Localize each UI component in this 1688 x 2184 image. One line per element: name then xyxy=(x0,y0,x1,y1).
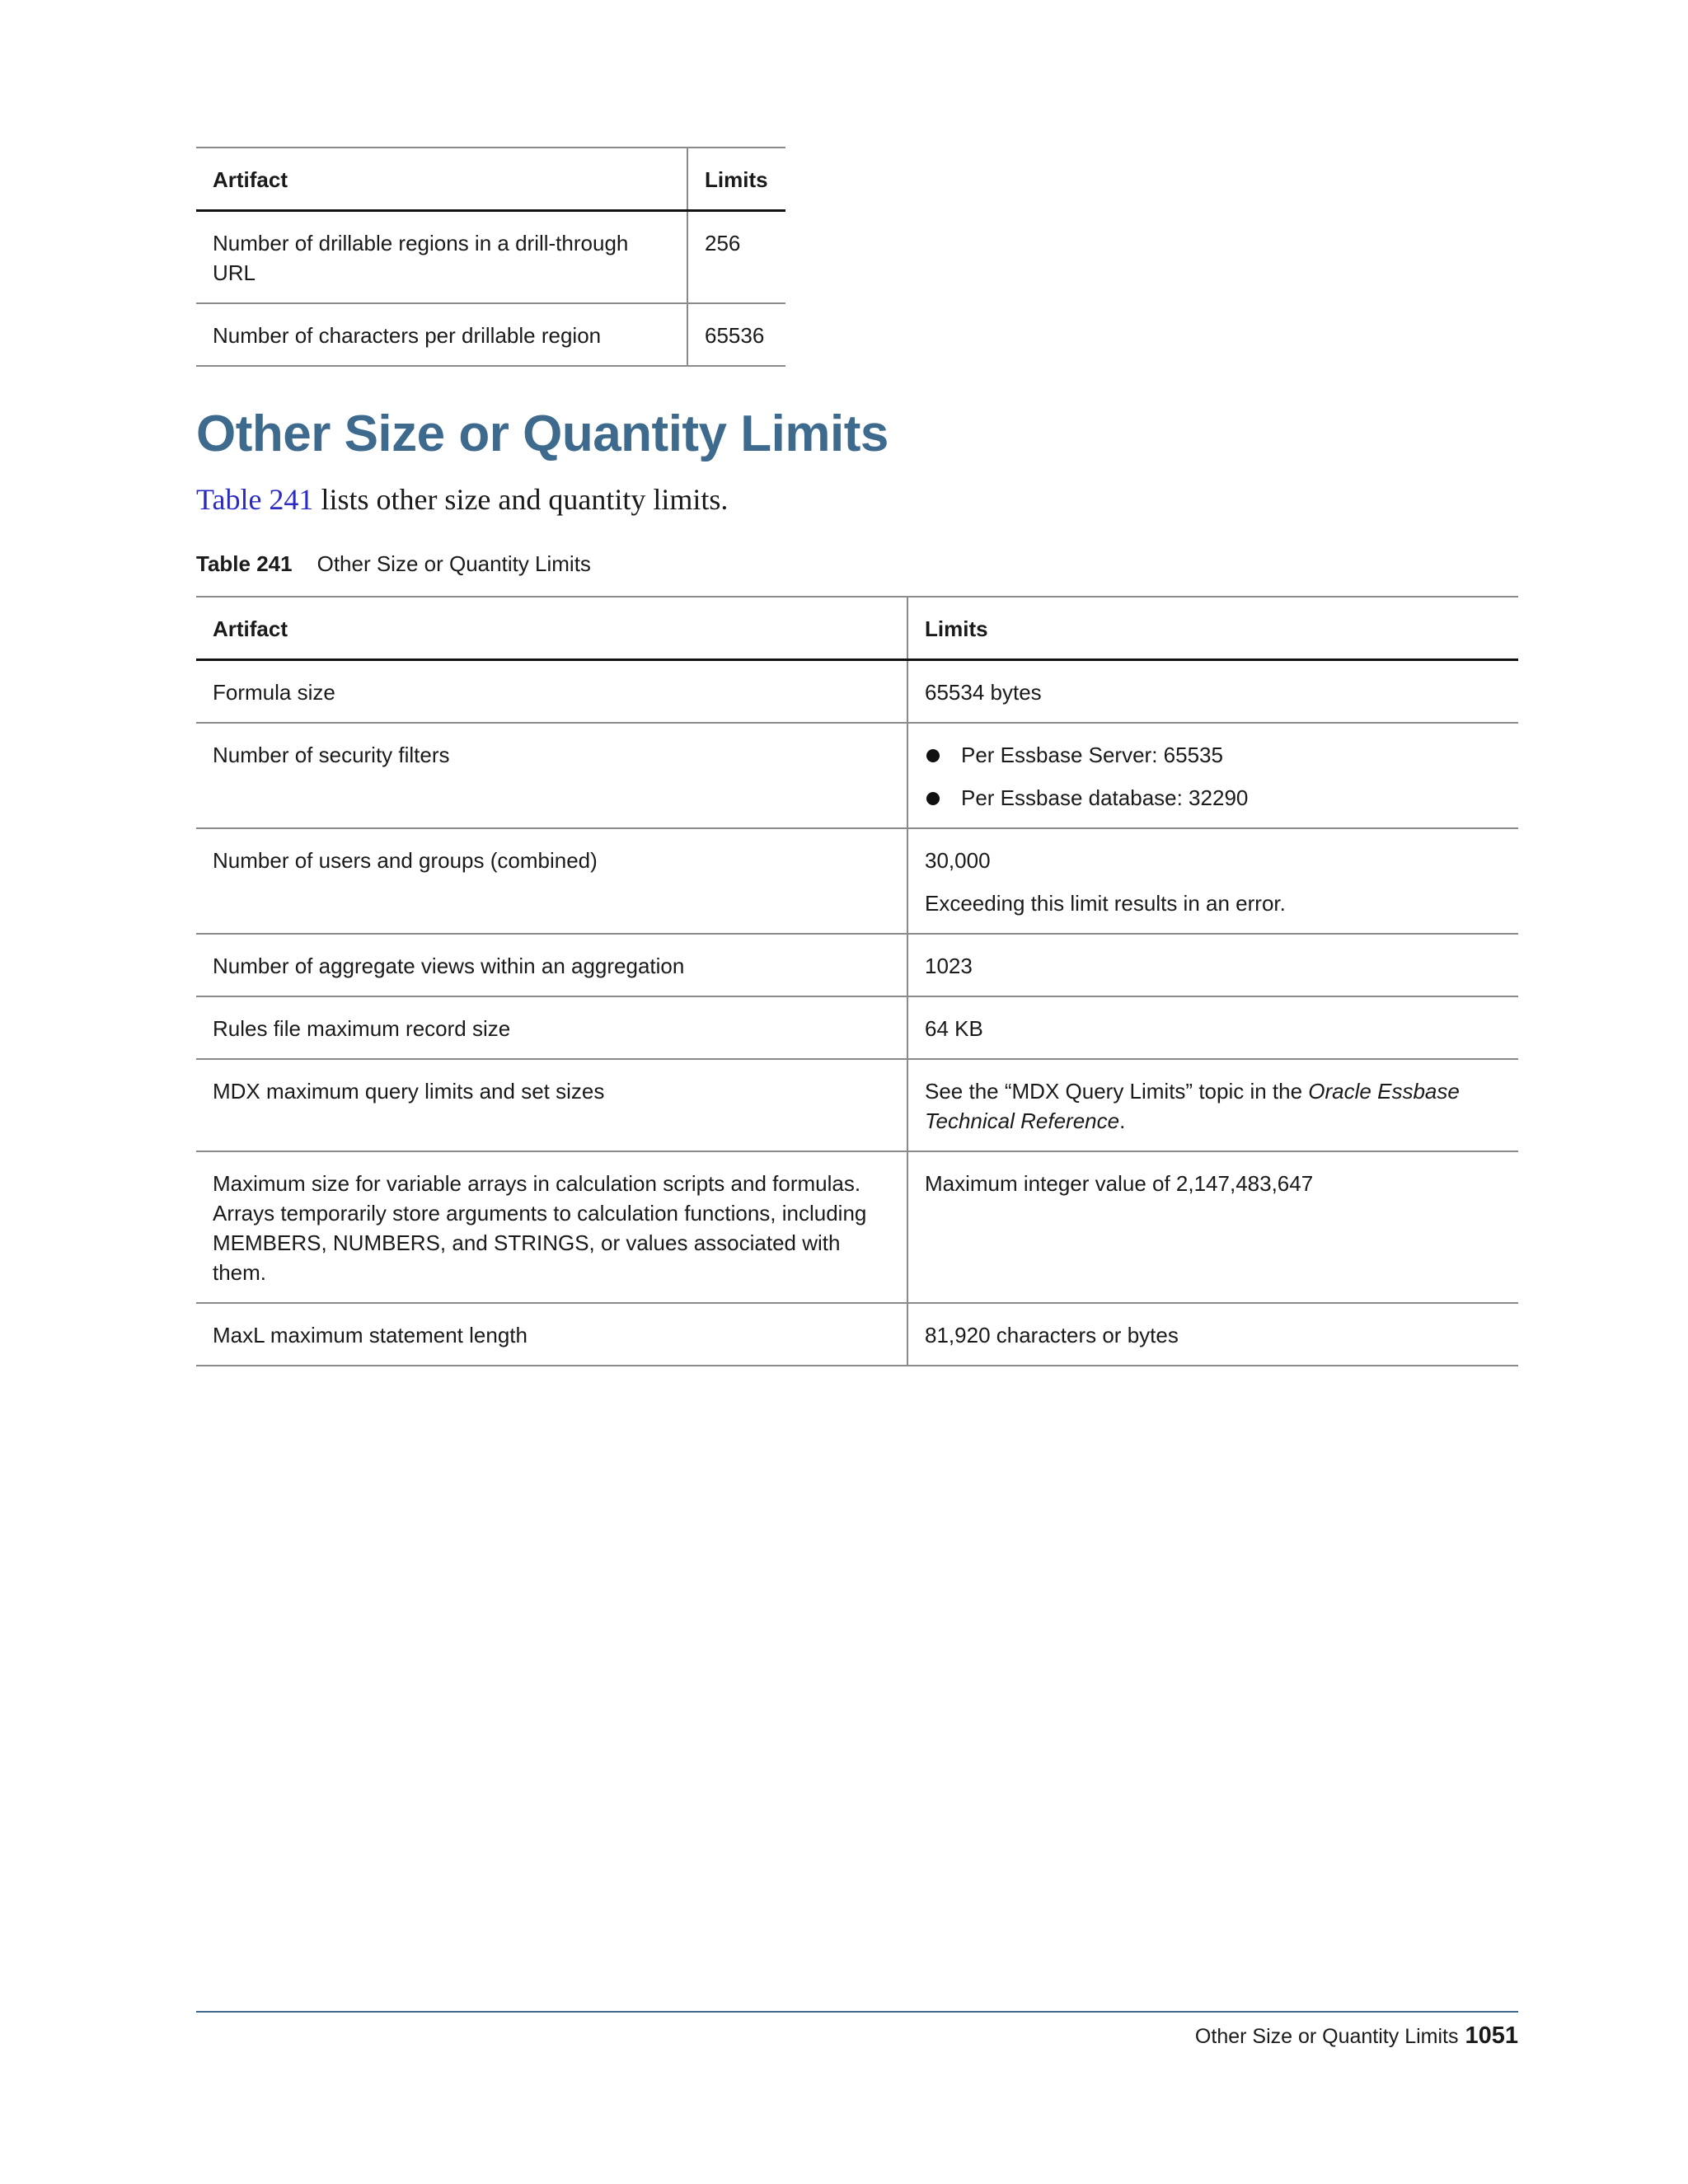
limit-cell: 256 xyxy=(687,211,785,304)
table-caption xyxy=(196,547,591,580)
bullet-text: Per Essbase Server: 65535 xyxy=(961,743,1223,767)
limit-cell: 81,920 characters or bytes xyxy=(907,1303,1518,1366)
footer-rule xyxy=(196,2011,1518,2013)
artifact-cell: Number of drillable regions in a drill-through URL xyxy=(213,231,629,285)
artifact-cell: Rules file maximum record size xyxy=(213,1016,511,1041)
table-241-link[interactable]: Table 241 xyxy=(196,483,314,516)
artifact-line: MEMBERS, NUMBERS, and STRINGS, or values associated with them. xyxy=(213,1230,841,1285)
intro-text: lists other size and quantity limits. xyxy=(313,483,729,516)
artifact-cell: Number of aggregate views within an aggregation xyxy=(213,954,685,978)
limit-cell: 65534 bytes xyxy=(907,660,1518,724)
limit-prefix: See the “MDX Query Limits” topic in the xyxy=(925,1079,1309,1104)
table-row xyxy=(196,1151,1518,1303)
limit-cell xyxy=(907,1059,1518,1151)
column-header-artifact: Artifact xyxy=(196,148,687,211)
table-header-row xyxy=(196,597,1518,660)
table-caption-number: Table 241 xyxy=(196,551,293,576)
table-row xyxy=(196,303,785,366)
table-row xyxy=(196,660,1518,724)
artifact-line: Arrays temporarily store arguments to calculation functions, including xyxy=(213,1201,867,1226)
drill-through-limits-table xyxy=(196,147,785,367)
artifact-cell: Number of characters per drillable region xyxy=(213,323,602,348)
artifact-cell: Formula size xyxy=(213,680,335,705)
limit-value: 30,000 xyxy=(925,848,991,873)
book-title: Oracle Essbase Technical Reference xyxy=(925,1079,1460,1133)
limit-cell: 64 KB xyxy=(907,996,1518,1059)
other-limits-table xyxy=(196,596,1518,1366)
column-header-limits: Limits xyxy=(687,148,785,211)
bullet-list xyxy=(925,740,1502,813)
table-row xyxy=(196,211,785,304)
bullet-item xyxy=(925,740,1502,770)
artifact-cell: MaxL maximum statement length xyxy=(213,1323,528,1347)
table-row xyxy=(196,1303,1518,1366)
limit-cell xyxy=(907,828,1518,934)
limit-cell xyxy=(907,723,1518,828)
table-row xyxy=(196,996,1518,1059)
bullet-icon xyxy=(926,792,940,805)
page-footer xyxy=(1195,2019,1518,2053)
artifact-cell: Number of security filters xyxy=(213,743,450,767)
limit-note: Exceeding this limit results in an error. xyxy=(925,891,1286,916)
limit-cell: 1023 xyxy=(907,934,1518,996)
table-row xyxy=(196,1059,1518,1151)
artifact-cell: MDX maximum query limits and set sizes xyxy=(213,1079,605,1104)
limit-cell: Maximum integer value of 2,147,483,647 xyxy=(907,1151,1518,1303)
limit-suffix: . xyxy=(1119,1108,1126,1133)
table-header-row xyxy=(196,148,785,211)
artifact-line: Maximum size for variable arrays in calculation scripts and formulas. xyxy=(213,1171,861,1196)
table-caption-title: Other Size or Quantity Limits xyxy=(316,551,591,576)
bullet-item xyxy=(925,783,1502,813)
table-row xyxy=(196,934,1518,996)
limit-cell: 65536 xyxy=(687,303,785,366)
footer-title: Other Size or Quantity Limits xyxy=(1194,2025,1459,2048)
bullet-text: Per Essbase database: 32290 xyxy=(961,785,1249,810)
table-row xyxy=(196,828,1518,934)
column-header-artifact: Artifact xyxy=(196,597,907,660)
section-heading: Other Size or Quantity Limits xyxy=(196,405,889,462)
column-header-limits: Limits xyxy=(907,597,1518,660)
page-number: 1051 xyxy=(1465,2022,1518,2049)
intro-paragraph xyxy=(196,476,728,523)
bullet-icon xyxy=(926,749,940,762)
artifact-cell xyxy=(196,1151,907,1303)
table-row xyxy=(196,723,1518,828)
artifact-cell: Number of users and groups (combined) xyxy=(213,848,598,873)
